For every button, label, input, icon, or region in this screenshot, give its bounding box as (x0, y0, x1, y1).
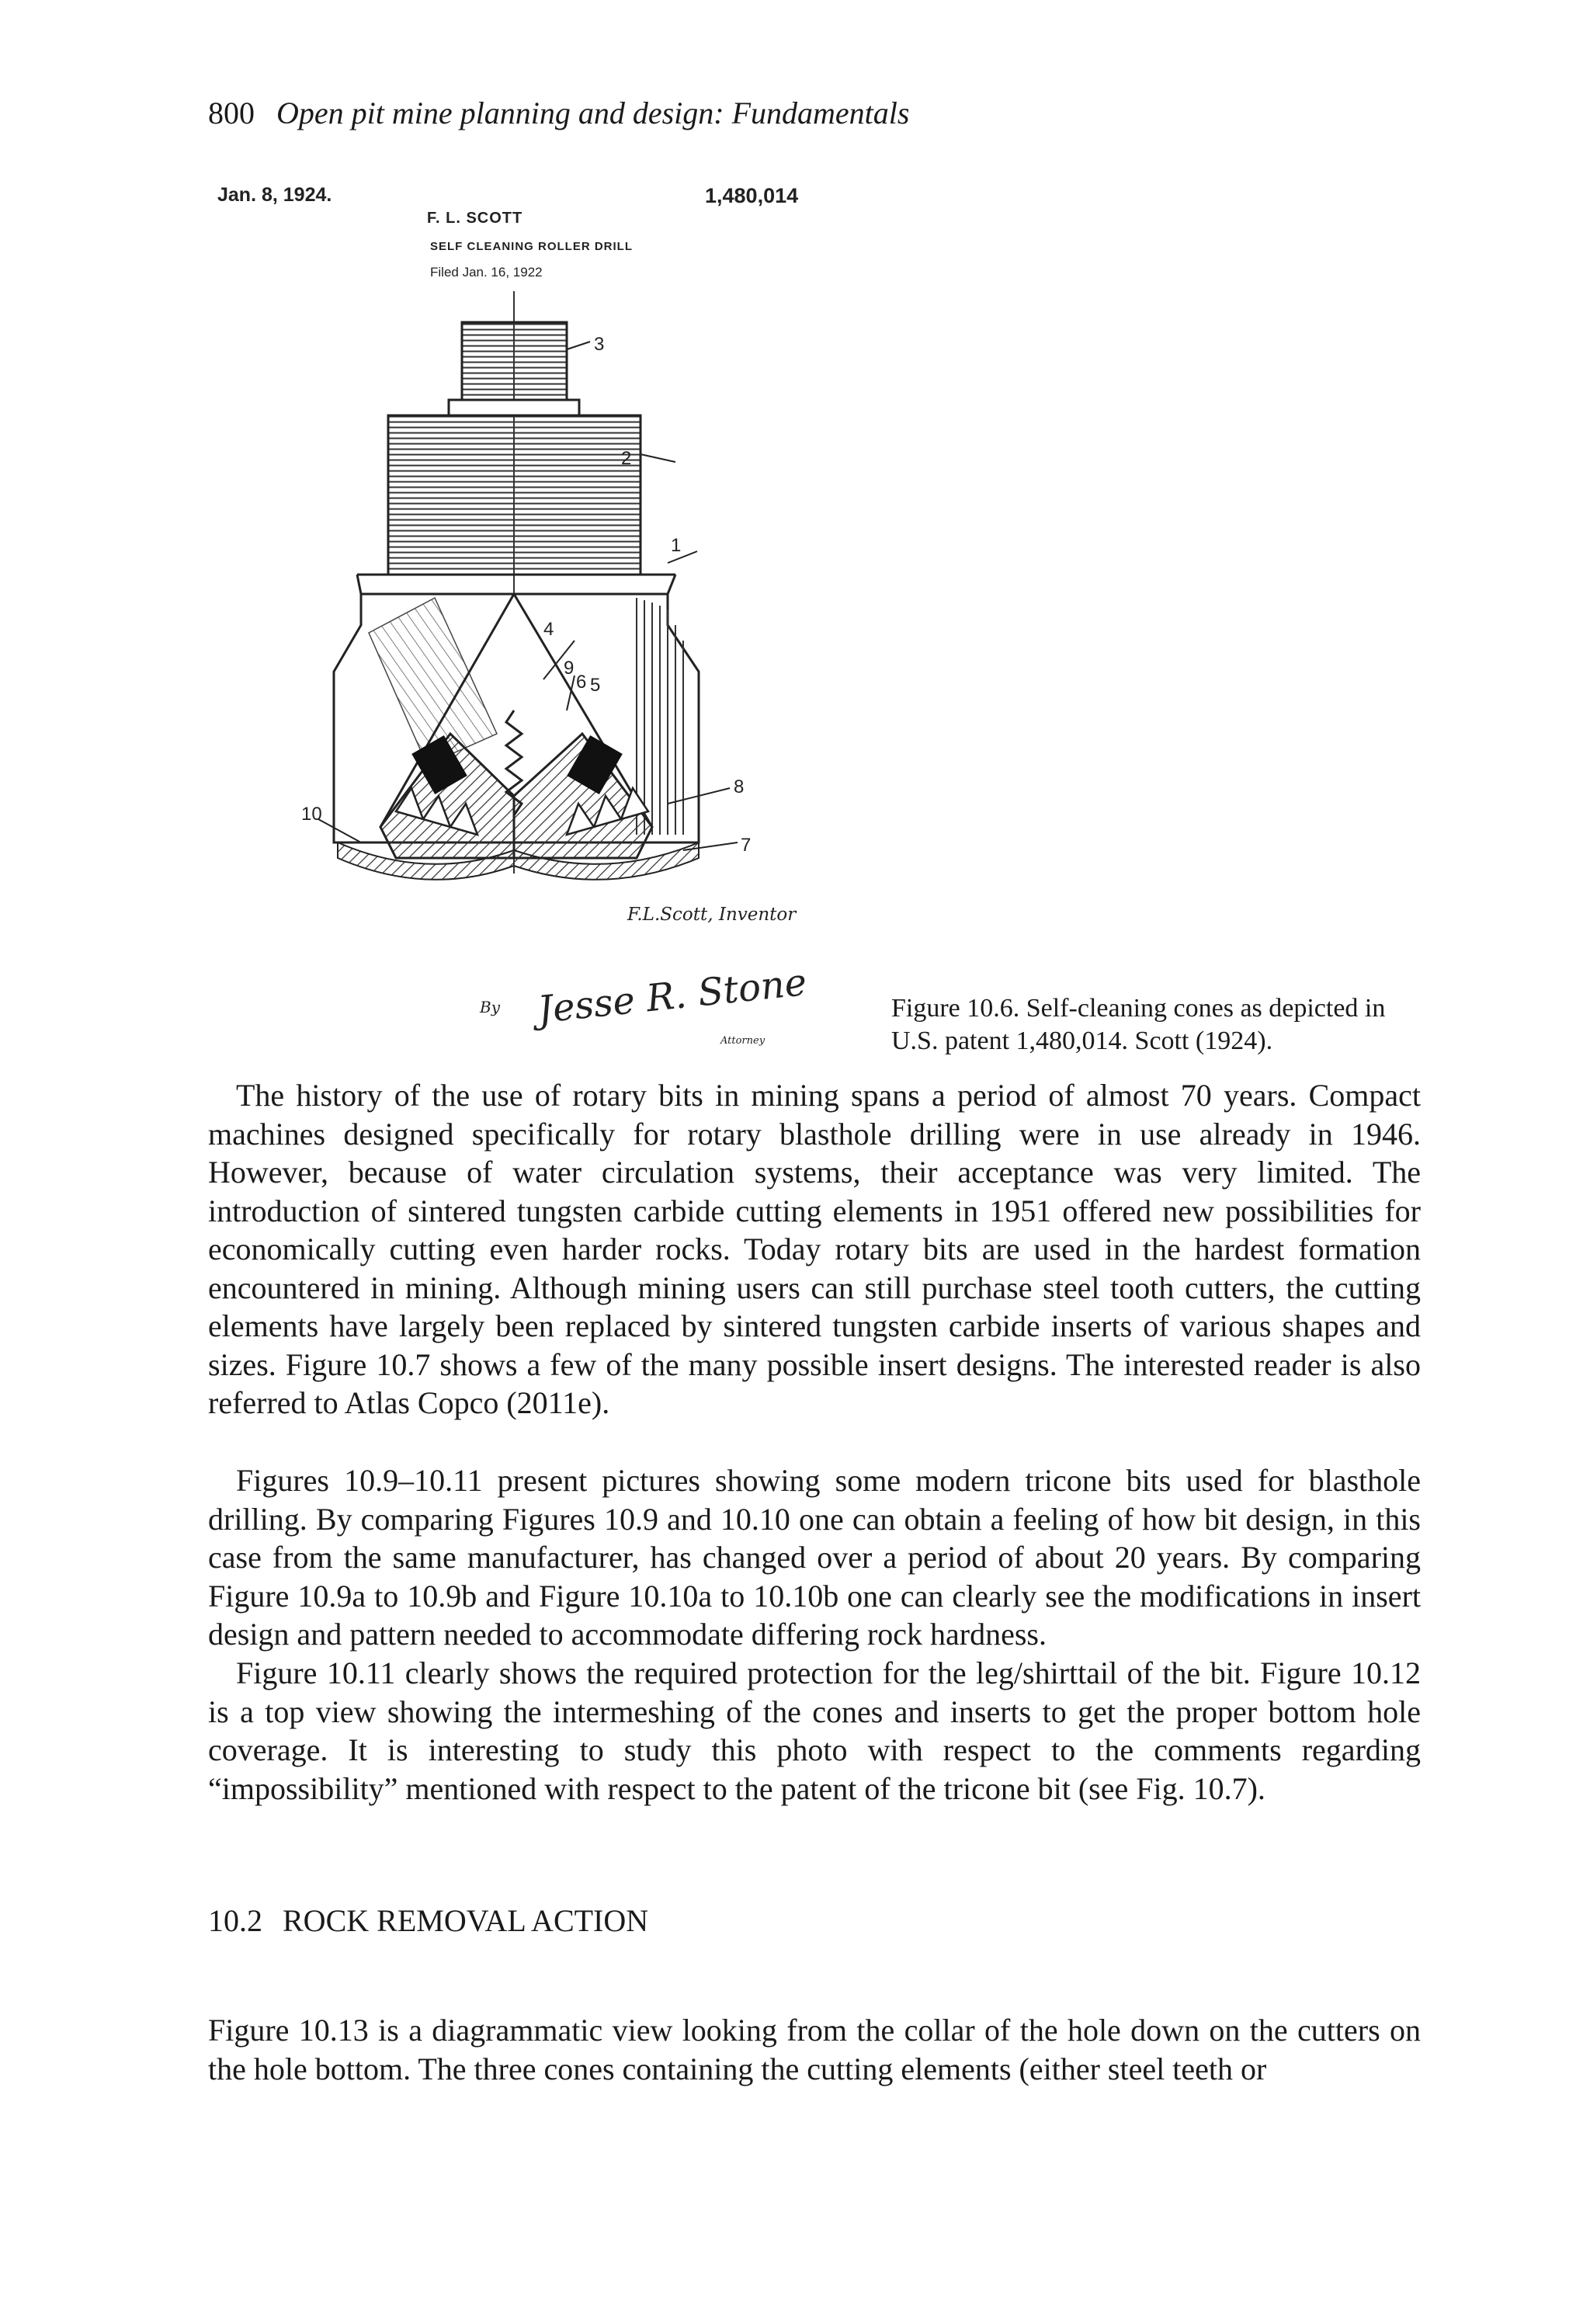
body-paragraph: The history of the use of rotary bits in mining spans a period of almost 70 years. Compact machines designed specifically for rotary blasthole drilling were in use already in 1946. However, because of water circulation systems, their acceptance was very limited. The introduction of sintered tungsten carbide cutting elements in 1951 offered new possibilities for economically cutting even harder rocks. Today rotary bits are used in the hardest formation encountered in mining. Although mining users can still purchase steel tooth cutters, the cutting elements have largely been replaced by sintered tungsten carbide inserts of various shapes and sizes. Figure 10.7 shows a few of the many possible insert designs. The interested reader is also referred to Atlas Copco (2011e). (208, 1078, 1421, 1420)
attorney-signature: Jesse R. Stone (536, 960, 809, 1033)
body-paragraph: Figure 10.13 is a diagrammatic view looking from the collar of the hole down on the cutters on the hole bottom. The three cones containing the cutting elements (either steel teeth or (208, 2013, 1421, 2086)
figure-caption: Figure 10.6. Self-cleaning cones as depicted in U.S. patent 1,480,014. Scott (1924). (891, 994, 1386, 1055)
page-number: 800 (208, 96, 255, 130)
reference-numeral: 7 (741, 835, 752, 856)
roller-drill-drawing (202, 175, 854, 1060)
patent-date: Jan. 8, 1924. (217, 184, 332, 206)
section-heading (208, 1902, 648, 1939)
inventor-signature: F.L.Scott, Inventor (627, 905, 797, 925)
body-paragraph: Figure 10.11 clearly shows the required protection for the leg/shirttail of the bit. Figure 10.12 is a top view showing the intermeshing of the cones and inserts to get the proper bottom hole coverage. It is interesting to study this photo with respect to the comments regarding “impossibility” mentioned with respect to the patent of the tricone bit (see Fig. 10.7). (208, 1655, 1421, 1806)
patent-inventor: F. L. SCOTT (427, 210, 523, 227)
patent-filed-date: Filed Jan. 16, 1922 (430, 265, 543, 280)
reference-numeral: 6 (576, 672, 587, 693)
reference-numeral: 5 (590, 675, 601, 696)
reference-numeral: 9 (564, 658, 575, 679)
section-number: 10.2 (208, 1903, 262, 1938)
reference-numeral: 3 (594, 334, 605, 355)
attorney-label: Attorney (720, 1035, 765, 1047)
reference-numeral: 4 (543, 619, 554, 640)
reference-numeral: 8 (734, 776, 745, 797)
body-paragraph: Figures 10.9–10.11 present pictures showing some modern tricone bits used for blasthole drilling. By comparing Figures 10.9 and 10.10 one can obtain a feeling of how bit design, in this case from the same manufacturer, has changed over a period of about 20 years. By comparing Figure 10.9a to 10.9b and Figure 10.10a to 10.10b one can clearly see the modifications in insert design and pattern needed to accommodate differing rock hardness. (208, 1463, 1421, 1652)
reference-numeral: 1 (671, 535, 682, 556)
patent-figure (202, 175, 854, 1060)
section-title: ROCK REMOVAL ACTION (283, 1903, 649, 1938)
reference-numeral: 2 (621, 448, 632, 469)
running-head (208, 95, 909, 131)
book-title: Open pit mine planning and design: Fundamentals (276, 96, 910, 130)
by-label: By (480, 998, 500, 1016)
patent-number: 1,480,014 (705, 184, 799, 207)
patent-invention-title: SELF CLEANING ROLLER DRILL (430, 240, 633, 253)
reference-numeral: 10 (301, 804, 322, 825)
